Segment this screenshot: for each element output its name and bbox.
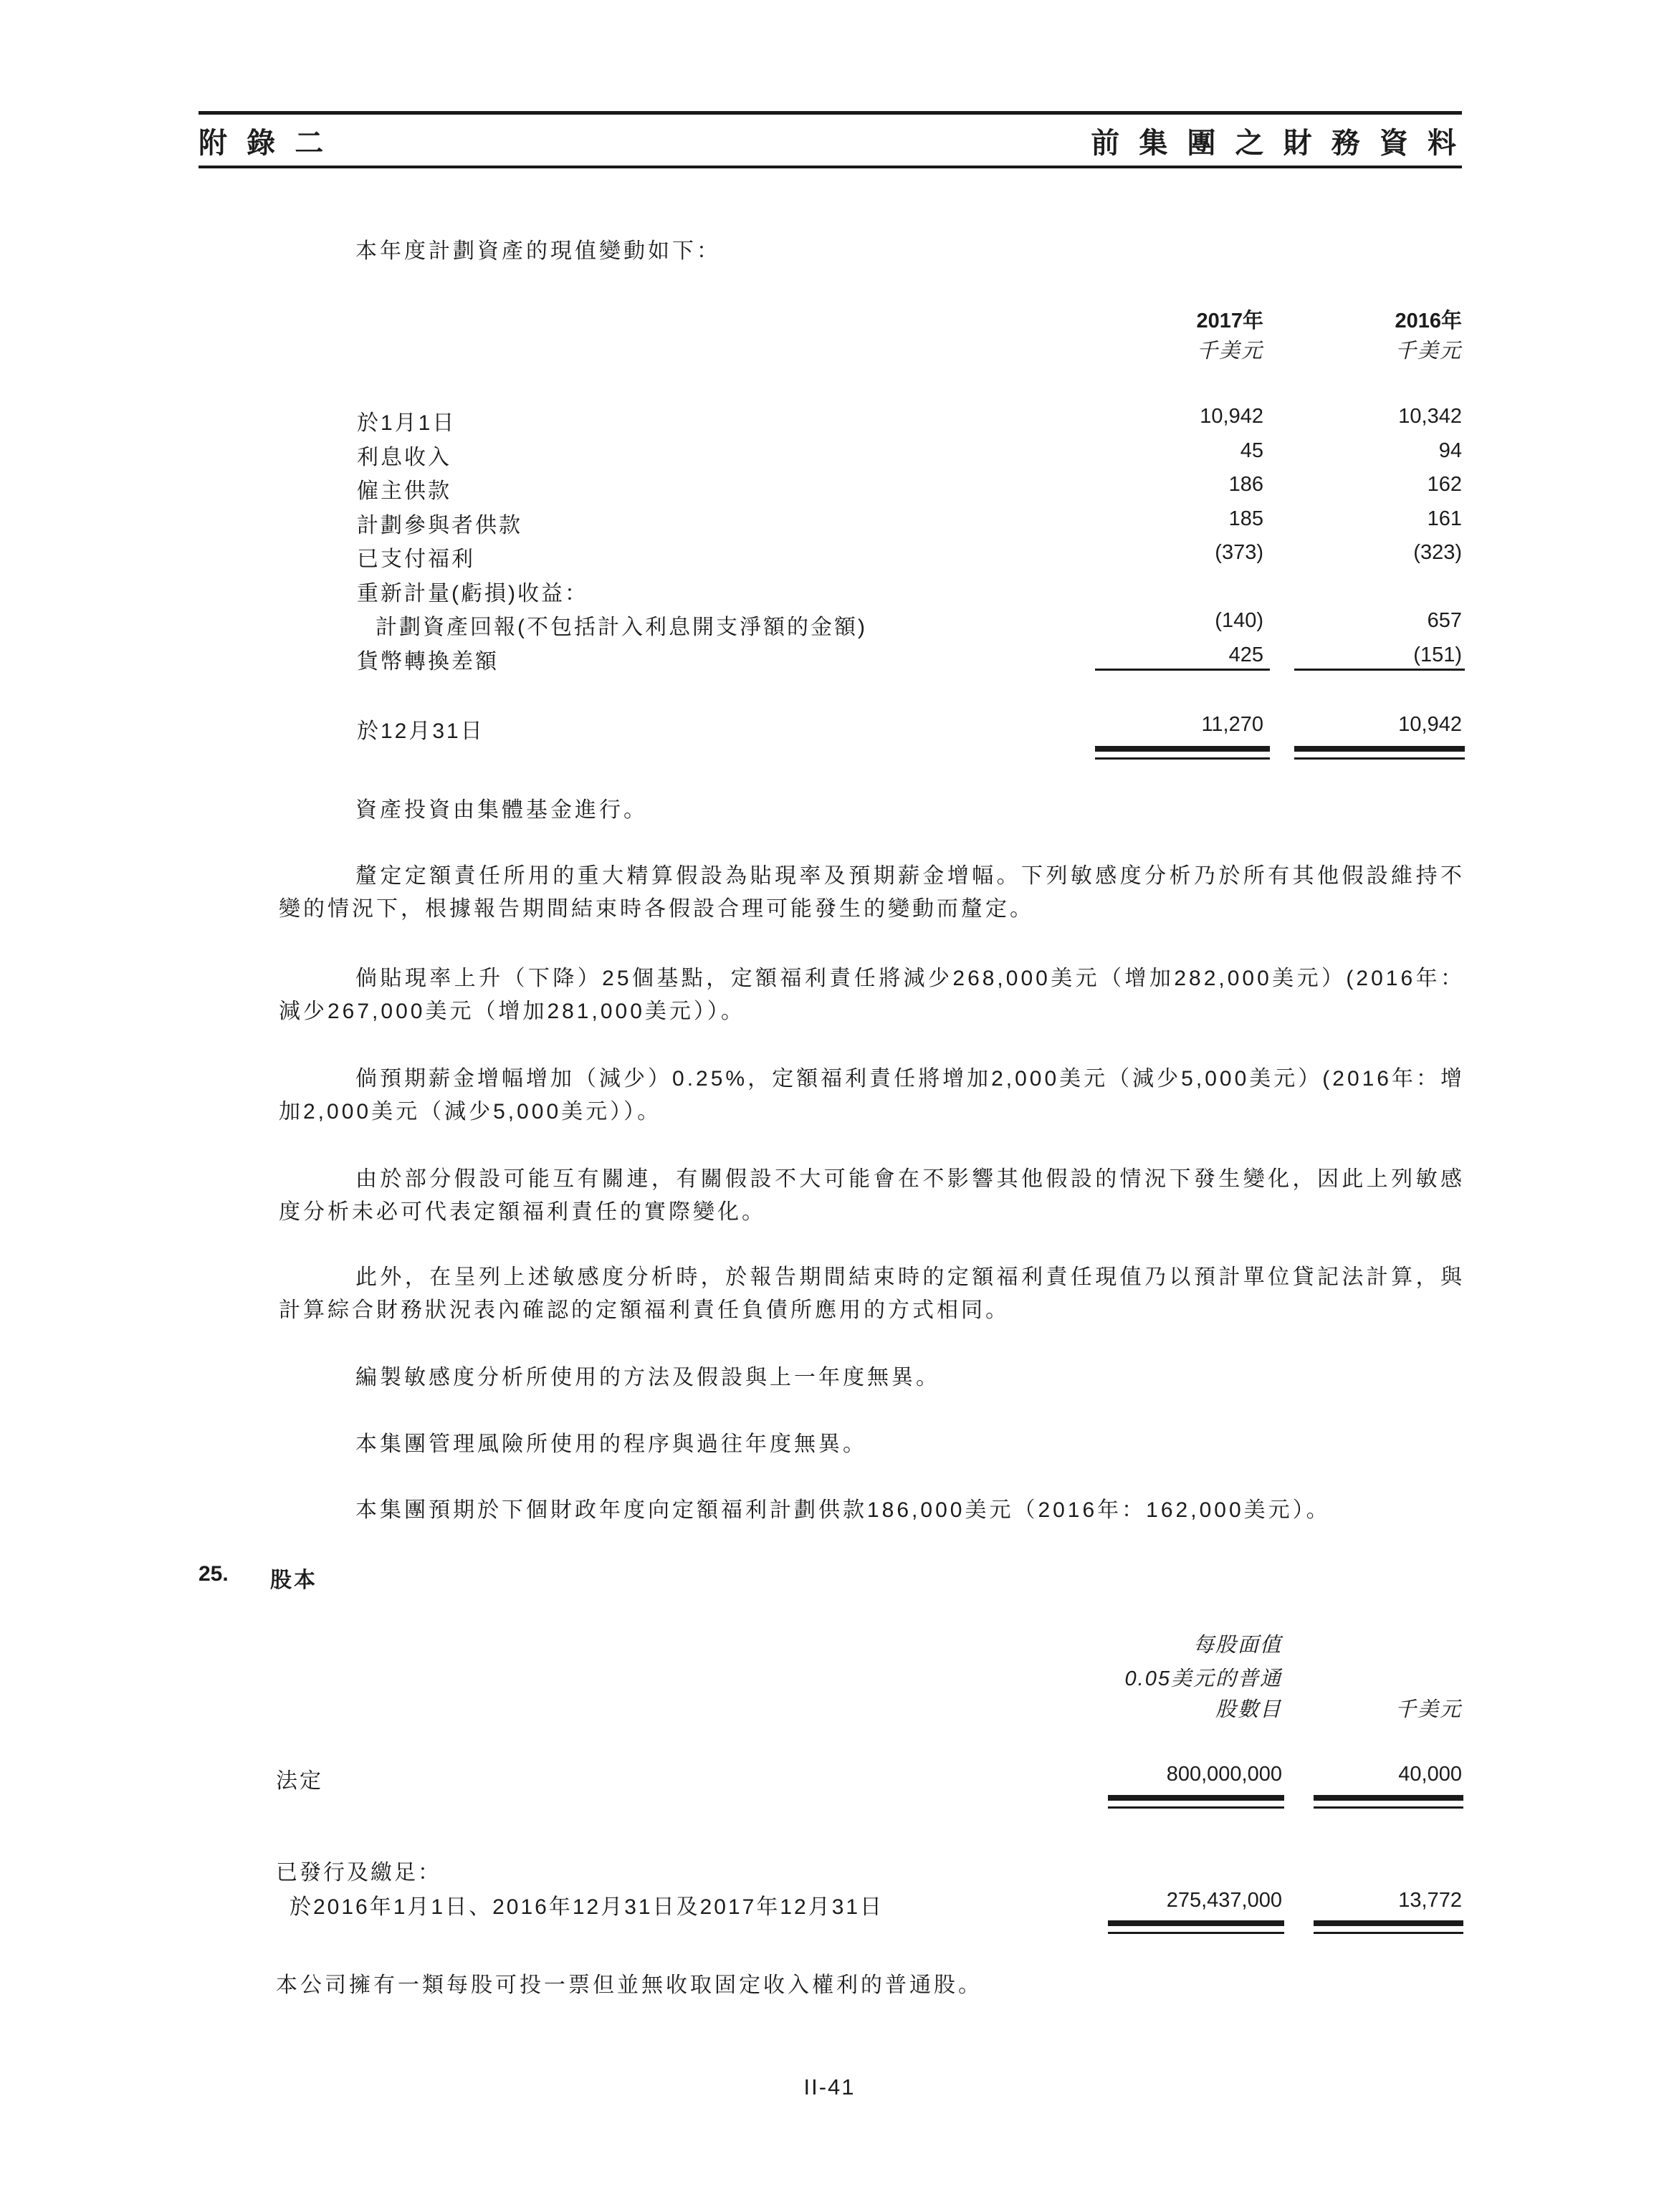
section-title: 股本 (270, 1569, 317, 1592)
paragraph: 本集團預期於下個財政年度向定額福利計劃供款186,000美元（2016年：162,000美元）。 (355, 1498, 1331, 1522)
header-section-title: 前 集 團 之 財 務 資 料 (1091, 128, 1462, 159)
table1-col2-year-header: 2016年 (1395, 310, 1462, 332)
header-appendix-label: 附 錄 二 (199, 128, 330, 159)
row-value-2017: 425 (1228, 643, 1263, 666)
row-amount-value: 13,772 (1398, 1889, 1462, 1912)
table-row (357, 473, 1462, 503)
table1-col2-total-double-rule (1294, 746, 1465, 760)
row-label: 已發行及繳足： (276, 1861, 441, 1885)
row-value-2017: 185 (1228, 507, 1263, 530)
table2-col2-double-rule (1314, 1795, 1463, 1809)
paragraph: 由於部分假設可能互有關連，有關假設不大可能會在不影響其他假設的情況下發生變化，因此上列敏感度分析未必可代表定額福利責任的實際變化。 (279, 1167, 1465, 1224)
table2-shares-header-line3: 股數目 (1215, 1698, 1282, 1721)
table-row (276, 1889, 1462, 1919)
row-value-2016: 162 (1427, 473, 1462, 496)
row-label: 計劃資產回報(不包括計入利息開支淨額的金額) (376, 616, 867, 639)
row-value-2016: 10,942 (1398, 713, 1462, 736)
row-value-2016: (323) (1413, 541, 1462, 564)
row-label: 貨幣轉換差額 (357, 650, 499, 674)
table-row (357, 609, 1462, 639)
table-row (357, 439, 1462, 469)
paragraph: 資產投資由集體基金進行。 (355, 798, 648, 822)
table1-col1-subtotal-rule (1095, 669, 1270, 671)
row-sublabel: 於2016年1月1日、2016年12月31日及2017年12月31日 (290, 1895, 884, 1919)
table-row (357, 405, 1462, 435)
row-value-2016: 657 (1427, 609, 1462, 632)
row-value-2017: 186 (1228, 473, 1263, 496)
row-value-2017: 45 (1240, 439, 1263, 462)
row-value-2016: 161 (1427, 507, 1462, 530)
row-label: 已支付福利 (357, 547, 475, 571)
paragraph: 此外，在呈列上述敏感度分析時，於報告期間結束時的定額福利責任現值乃以預計單位貸記法計算，與計算綜合財務狀況表內確認的定額福利責任負債所應用的方式相同。 (279, 1265, 1465, 1322)
closing-paragraph: 本公司擁有一類每股可投一票但並無收取固定收入權利的普通股。 (276, 1973, 983, 1997)
row-label: 法定 (276, 1769, 323, 1793)
row-shares-value: 275,437,000 (1166, 1889, 1282, 1912)
header-top-rule (199, 111, 1462, 115)
table-row (357, 541, 1462, 571)
row-value-2017: (373) (1215, 541, 1263, 564)
page-number: II-41 (803, 2074, 856, 2100)
table1-col1-year-header: 2017年 (1196, 310, 1263, 332)
table1-col1-total-double-rule (1095, 746, 1270, 760)
table2-shares-header-line2: 0.05美元的普通 (1124, 1667, 1282, 1690)
table-row (276, 1854, 1462, 1885)
row-shares-value: 800,000,000 (1166, 1763, 1282, 1786)
paragraph: 釐定定額責任所用的重大精算假設為貼現率及預期薪金增幅。下列敏感度分析乃於所有其他假設維持不變的情況下，根據報告期間結束時各假設合理可能發生的變動而釐定。 (279, 864, 1465, 921)
table2-shares-header-line1: 每股面值 (1192, 1634, 1282, 1657)
table-total-row (357, 713, 1462, 743)
table2-col1-issued-double-rule (1108, 1920, 1284, 1934)
row-label: 計劃參與者供款 (357, 514, 522, 537)
table2-col2-issued-double-rule (1314, 1920, 1463, 1934)
row-label: 於12月31日 (357, 719, 484, 743)
header-bottom-rule (199, 166, 1462, 168)
table1-col1-unit-header: 千美元 (1196, 340, 1263, 363)
row-label: 於1月1日 (357, 411, 456, 435)
row-value-2017: (140) (1215, 609, 1263, 632)
paragraph: 倘預期薪金增幅增加（減少）0.25%，定額福利責任將增加2,000美元（減少5,000美元）(2016年：增加2,000美元（減少5,000美元））。 (279, 1067, 1465, 1124)
row-label: 僱主供款 (357, 479, 451, 503)
table-row (357, 507, 1462, 537)
row-value-2016: 10,342 (1398, 405, 1462, 428)
table-row (357, 575, 1462, 605)
table1-col2-unit-header: 千美元 (1395, 340, 1462, 363)
row-value-2016: 94 (1438, 439, 1462, 462)
row-value-2017: 11,270 (1201, 713, 1263, 736)
table-row (276, 1763, 1462, 1793)
row-label: 利息收入 (357, 446, 451, 469)
paragraph: 倘貼現率上升（下降）25個基點，定額福利責任將減少268,000美元（增加282,000美元）(2016年：減少267,000美元（增加281,000美元））。 (279, 967, 1465, 1023)
row-value-2017: 10,942 (1200, 405, 1263, 428)
table2-col1-double-rule (1108, 1795, 1284, 1809)
table2-amount-unit-header: 千美元 (1395, 1698, 1462, 1721)
section-number: 25. (199, 1562, 229, 1586)
paragraph: 編製敏感度分析所使用的方法及假設與上一年度無異。 (355, 1366, 940, 1389)
table1-col2-subtotal-rule (1294, 669, 1465, 671)
row-value-2016: (151) (1413, 643, 1462, 666)
intro-paragraph: 本年度計劃資產的現值變動如下： (355, 239, 721, 263)
row-label: 重新計量(虧損)收益： (357, 582, 588, 605)
paragraph: 本集團管理風險所使用的程序與過往年度無異。 (355, 1432, 867, 1456)
row-amount-value: 40,000 (1398, 1763, 1462, 1786)
